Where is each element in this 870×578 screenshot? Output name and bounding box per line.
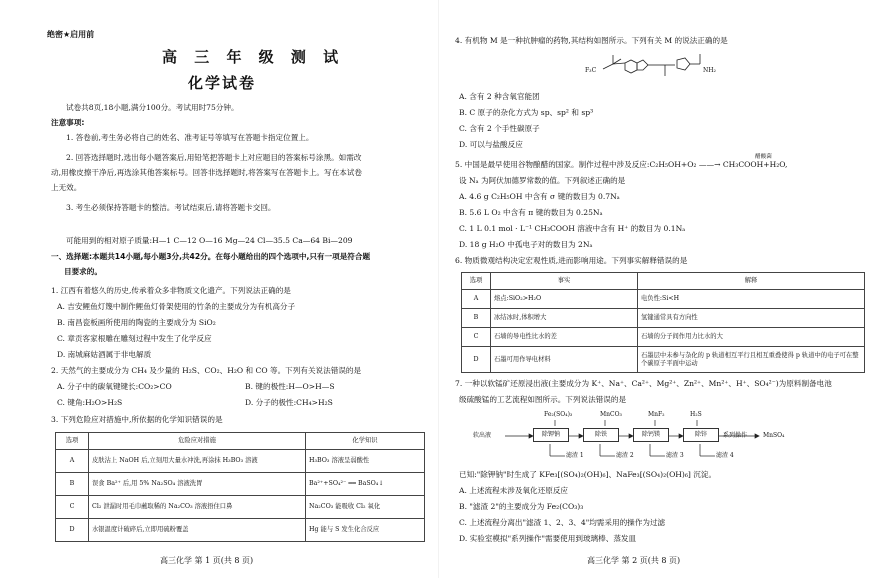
table-row xyxy=(56,473,425,496)
q4-option-d: D. 可以与盐酸反应 xyxy=(459,140,523,149)
q7-option-c: C. 上述流程分离出"滤渣 1、2、3、4"均需采用的操作为过滤 xyxy=(459,518,666,527)
table-cell: 氢键通常具有方向性 xyxy=(638,309,865,328)
flow-step-box: 除铁 xyxy=(583,428,619,442)
table-cell: H₃BO₃ 溶液呈弱酸性 xyxy=(306,450,425,473)
q2-option-b: B. 键的极性:H—O>H—S xyxy=(245,382,335,391)
table-cell: A xyxy=(56,450,89,473)
table-header: 危险应对措施 xyxy=(89,433,306,450)
flow-step-box: 除锌 xyxy=(683,428,719,442)
flow-step-box: 除钾钠 xyxy=(533,428,569,442)
q5-option-d: D. 18 g H₂O 中孤电子对的数目为 2Nₐ xyxy=(459,240,593,249)
notice-2: 2. 回答选择题时,选出每小题答案后,用铅笔把答题卡上对应题目的答案标号涂黑。如需改 xyxy=(66,153,362,162)
page-2 xyxy=(445,0,870,578)
table-cell: Hg 能与 S 发生化合反应 xyxy=(306,519,425,542)
q1-option-a: A. 吉安鲤鱼灯篾中制作鲤鱼灯骨架使用的竹条的主要成分为有机高分子 xyxy=(57,302,296,311)
table-header: 化学知识 xyxy=(306,433,425,450)
structure-label-f3c: F₃C xyxy=(585,67,597,74)
table-cell: 石墙的分子间作用力比水的大 xyxy=(638,328,865,347)
flow-filter: 滤渣 3 xyxy=(666,452,684,459)
exam-title: 高 三 年 级 测 试 xyxy=(162,48,345,66)
table-header-row xyxy=(462,273,865,290)
q5-option-b: B. 5.6 L O₂ 中含有 π 键的数目为 0.25Nₐ xyxy=(459,208,603,217)
table-cell: 误食 Ba²⁺ 后,用 5% Na₂SO₄ 溶液洗胃 xyxy=(89,473,306,496)
table-cell: D xyxy=(462,347,491,373)
table-header: 解释 xyxy=(638,273,865,290)
q5-arrow-label: 醋酸菌 xyxy=(755,154,772,160)
notice-1: 1. 答卷前,考生务必将自己的姓名、准考证号等填写在答题卡指定位置上。 xyxy=(66,133,314,142)
table-cell: 石墨可用作导电材料 xyxy=(491,347,638,373)
q5-option-c: C. 1 L 0.1 mol · L⁻¹ CH₃COOH 溶液中含有 H⁺ 的数目为 0.1Nₐ xyxy=(459,224,686,233)
table-cell: Na₂CO₃ 能吸收 Cl₂ 氧化 xyxy=(306,496,425,519)
table-cell: C xyxy=(56,496,89,519)
section-1-header-cont: 目要求的。 xyxy=(64,267,102,276)
table-row xyxy=(56,496,425,519)
table-cell: Cl₂ 泄漏时用毛巾蘸取稀的 Na₂CO₃ 溶液捂住口鼻 xyxy=(89,496,306,519)
flow-product: MnSO₄ xyxy=(763,432,785,439)
table-cell: B xyxy=(462,309,491,328)
table-cell: Ba²⁺+SO₄²⁻ ══ BaSO₄↓ xyxy=(306,473,425,496)
q7-note: 已知:"除钾钠"时生成了 KFe₃[(SO₄)₂(OH)₆]、NaFe₃[(SO₄)₂(OH)₆] 沉淀。 xyxy=(459,470,717,479)
table-header: 选项 xyxy=(56,433,89,450)
reagent-label: H₂S xyxy=(690,411,702,418)
structure-label-nh2: NH₂ xyxy=(703,67,716,74)
table-row xyxy=(462,347,865,373)
table-cell: A xyxy=(462,290,491,309)
q7-option-d: D. 实验室模拟"系列操作"需要使用到玻璃棒、蒸发皿 xyxy=(459,534,637,543)
reagent-label: MnCO₃ xyxy=(600,411,622,418)
page-divider xyxy=(438,0,439,578)
table-cell: 熔点:SiO₂>H₂O xyxy=(491,290,638,309)
q6-stem: 6. 物质微观结构决定宏观性质,进而影响用途。下列事实解释错误的是 xyxy=(455,256,688,265)
q5-option-a: A. 4.6 g C₂H₅OH 中含有 σ 键的数目为 0.7Nₐ xyxy=(459,192,620,201)
q4-option-c: C. 含有 2 个手性碳原子 xyxy=(459,124,540,133)
table-header: 事实 xyxy=(491,273,638,290)
q1-option-c: C. 章贡客家根雕在雕刻过程中发生了化学反应 xyxy=(57,334,212,343)
q1-stem: 1. 江西有着悠久的历史,传承着众多非物质文化遗产。下列说法正确的是 xyxy=(51,286,291,295)
table-cell: 石墙的导电性比水的差 xyxy=(491,328,638,347)
q5-stem-cont: 设 Nₐ 为阿伏加德罗常数的值。下列叙述正确的是 xyxy=(459,176,626,185)
table-row xyxy=(56,519,425,542)
table-header-row xyxy=(56,433,425,450)
q7-option-b: B. "滤渣 2"的主要成分为 Fe₂(CO₃)₃ xyxy=(459,502,584,511)
table-row xyxy=(462,328,865,347)
notice-3: 3. 考生必须保持答题卡的整洁。考试结束后,请将答题卡交回。 xyxy=(66,203,276,212)
q4-option-a: A. 含有 2 种含氧官能团 xyxy=(459,92,540,101)
q1-option-b: B. 南昌瓷板画所使用的陶瓷的主要成分为 SiO₂ xyxy=(57,318,216,327)
flow-filter: 滤渣 4 xyxy=(716,452,734,459)
q5-stem: 5. 中国是最早使用谷物酿醋的国家。制作过程中涉及反应:C₂H₅OH+O₂ ——→ CH₃COOH+H₂O, xyxy=(455,160,788,169)
table-row xyxy=(462,309,865,328)
table-cell: C xyxy=(462,328,491,347)
q7-option-a: A. 上述流程未涉及氧化还原反应 xyxy=(459,486,569,495)
q3-table xyxy=(55,432,425,542)
q4-stem: 4. 有机物 M 是一种抗肿瘤的药物,其结构如图所示。下列有关 M 的说法正确的是 xyxy=(455,36,728,45)
flow-step-box: 除钙镁 xyxy=(633,428,669,442)
q2-option-d: D. 分子的极性:CH₄>H₂S xyxy=(245,398,333,407)
q7-stem-cont: 级硫酸锰的工艺流程如图所示。下列说法错误的是 xyxy=(459,395,627,404)
table-cell: 电负性:Si<H xyxy=(638,290,865,309)
reagent-label: Fe₂(SO₄)₃ xyxy=(544,411,573,418)
flow-arrows xyxy=(475,418,765,468)
q7-stem: 7. 一种以软锰矿还原浸出液(主要成分为 K⁺、Na⁺、Ca²⁺、Mg²⁺、Zn²⁺、Mn²⁺、H⁺、SO₄²⁻)为原料制备电池 xyxy=(455,379,832,388)
flow-process: 系列操作 xyxy=(723,432,748,439)
table-cell: 皮肤沾上 NaOH 后,立刻用大量水冲洗,再涂抹 H₃BO₃ 溶液 xyxy=(89,450,306,473)
reagent-label: MnF₂ xyxy=(648,411,665,418)
table-cell: 石墨层中未参与杂化的 p 轨道相互平行且相互重叠使得 p 轨道中的电子可在整个碳原子平面中运动 xyxy=(638,347,865,373)
q2-stem: 2. 天然气的主要成分为 CH₄ 及少量的 H₂S、CO₂、H₂O 和 CO 等。下列有关说法错误的是 xyxy=(51,366,362,375)
q6-table xyxy=(461,272,865,373)
q4-structure-diagram xyxy=(585,50,735,88)
table-cell: B xyxy=(56,473,89,496)
notice-2-cont: 动,用橡皮擦干净后,再选涂其他答案标号。回答非选择题时,将答案写在答题卡上。写在本试卷 xyxy=(51,168,362,177)
table-cell: 冰结冰时,体积增大 xyxy=(491,309,638,328)
table-cell: D xyxy=(56,519,89,542)
section-1-header: 一、选择题:本题共14小题,每小题3分,共42分。在每小题给出的四个选项中,只有一项是符合题 xyxy=(51,252,371,261)
table-row xyxy=(56,450,425,473)
table-row xyxy=(462,290,865,309)
q4-option-b: B. C 原子的杂化方式为 sp、sp² 和 sp³ xyxy=(459,108,594,117)
q3-stem: 3. 下列危险应对措施中,所依据的化学知识错误的是 xyxy=(51,415,223,424)
q2-option-a: A. 分子中的碳氧键键长:CO₂>CO xyxy=(57,382,172,391)
secret-label: 绝密★启用前 xyxy=(47,30,95,39)
page-2-footer: 高三化学 第 2 页(共 8 页) xyxy=(587,556,681,565)
q2-option-c: C. 键角:H₂O>H₂S xyxy=(57,398,123,407)
notice-2-end: 上无效。 xyxy=(51,183,82,192)
table-cell: 水银温度计破碎后,立即用硫粉覆盖 xyxy=(89,519,306,542)
notice-title: 注意事项: xyxy=(51,118,85,127)
table-header: 选项 xyxy=(462,273,491,290)
flow-filter: 滤渣 2 xyxy=(616,452,634,459)
exam-subtitle: 化学试卷 xyxy=(188,74,257,92)
q1-option-d: D. 南城麻姑酒属于非电解质 xyxy=(57,350,152,359)
flow-filter: 滤渣 1 xyxy=(566,452,584,459)
flow-input: 软出液 xyxy=(473,432,492,439)
exam-info: 试卷共8页,18小题,满分100分。考试用时75分钟。 xyxy=(66,103,239,112)
atomic-masses: 可能用到的相对原子质量:H—1 C—12 O—16 Mg—24 Cl—35.5 Ca—64 Bi—209 xyxy=(66,236,353,245)
page-1-footer: 高三化学 第 1 页(共 8 页) xyxy=(160,556,254,565)
